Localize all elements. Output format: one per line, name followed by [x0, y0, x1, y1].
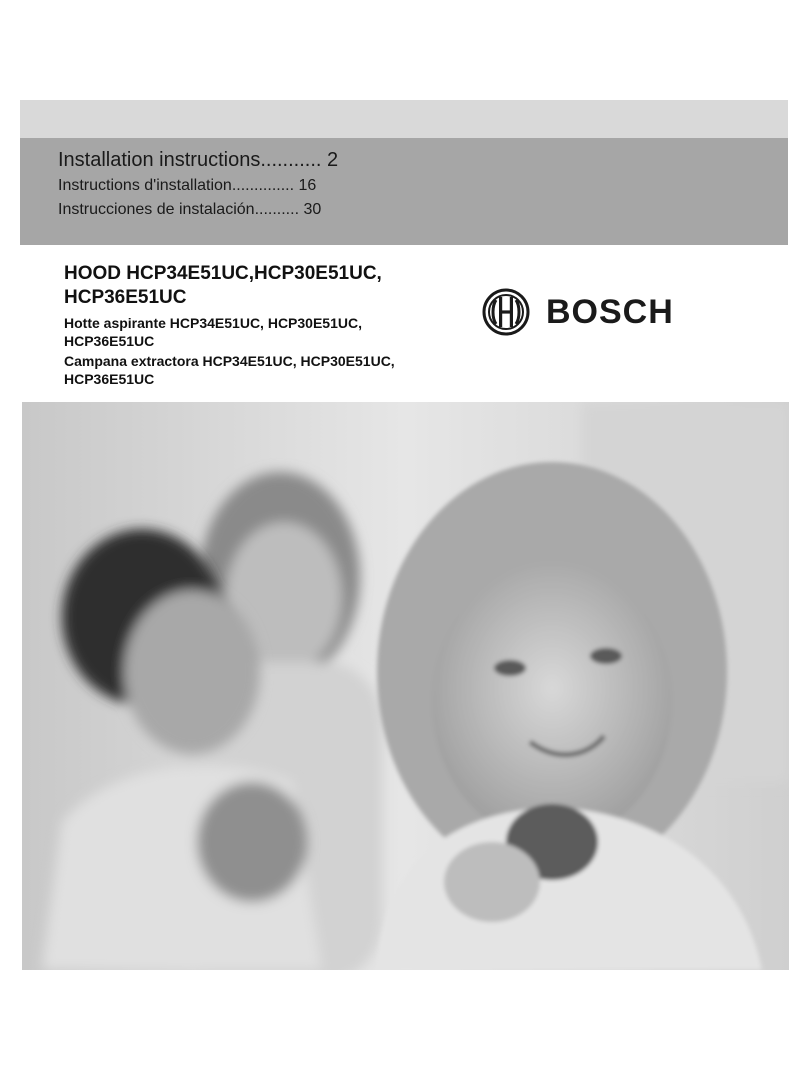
table-of-contents — [58, 150, 338, 218]
toc-label: Installation instructions — [58, 149, 261, 171]
toc-label: Instrucciones de instalación — [58, 201, 255, 218]
toc-leader: ........... — [260, 149, 322, 171]
bosch-armature-icon — [482, 288, 530, 336]
brand-name: BOSCH — [546, 293, 674, 331]
toc-page: 16 — [298, 177, 317, 194]
toc-item-fr[interactable] — [58, 178, 338, 194]
family-photo-illustration — [22, 402, 789, 970]
toc-item-en[interactable] — [58, 150, 338, 170]
bosch-logo — [482, 288, 674, 336]
toc-leader: .............. — [231, 177, 295, 194]
header-band-light — [20, 100, 788, 138]
toc-item-es[interactable] — [58, 202, 338, 218]
family-photo — [22, 402, 789, 970]
toc-page: 2 — [327, 149, 339, 171]
document-title: HOOD HCP34E51UC,HCP30E51UC, HCP36E51UC — [64, 263, 382, 308]
toc-band — [20, 138, 788, 245]
toc-page: 30 — [303, 201, 322, 218]
toc-leader: .......... — [254, 201, 300, 218]
document-title-fr: Hotte aspirante HCP34E51UC, HCP30E51UC, HCP36E51UC — [64, 315, 362, 349]
toc-label: Instructions d'installation — [58, 177, 232, 194]
document-titles — [64, 262, 395, 388]
document-title-es: Campana extractora HCP34E51UC, HCP30E51UC, HCP36E51UC — [64, 353, 395, 387]
